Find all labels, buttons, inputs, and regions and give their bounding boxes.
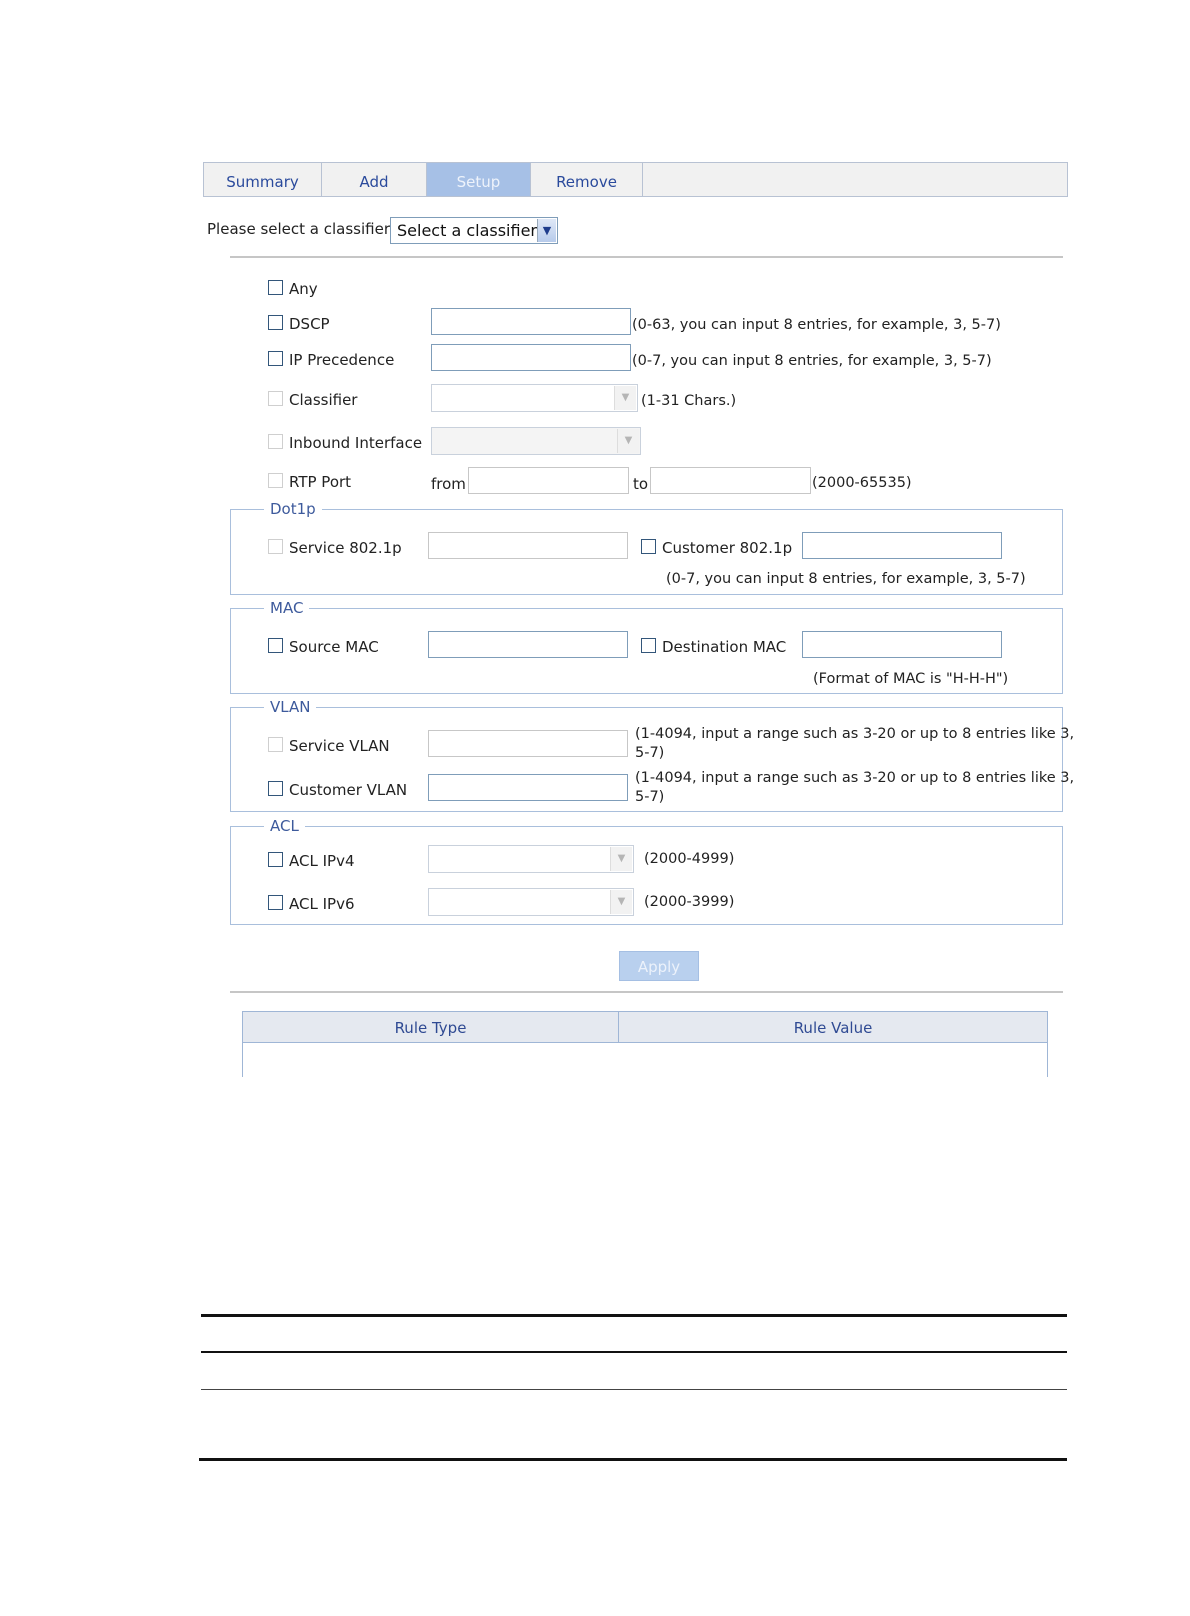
any-label: Any [289,280,318,298]
classifier-label: Classifier [289,391,358,409]
doc-table-top-rule [201,1314,1067,1317]
classifier-hint: (1-31 Chars.) [641,393,737,409]
doc-table-row-rule [201,1389,1067,1390]
rule-table-right-border [1047,1043,1048,1077]
divider-top [230,256,1063,258]
service-8021p-label: Service 802.1p [289,539,402,557]
any-checkbox[interactable] [268,280,283,295]
vlan-legend: VLAN [264,698,316,716]
doc-table-bottom-rule [199,1458,1067,1461]
acl-ipv4-hint: (2000-4999) [644,851,735,867]
tab-remove[interactable]: Remove [531,163,643,196]
doc-table-header-rule [201,1351,1067,1353]
source-mac-input[interactable] [428,631,628,658]
inbound-interface-select[interactable] [431,427,641,455]
service-vlan-input[interactable] [428,730,628,757]
mac-legend: MAC [264,599,309,617]
customer-8021p-label: Customer 802.1p [662,539,793,557]
dscp-hint: (0-63, you can input 8 entries, for example, 3, 5-7) [632,317,1001,333]
rtp-port-checkbox[interactable] [268,473,283,488]
customer-vlan-hint-line1: (1-4094, input a range such as 3-20 or up to 8 entries like 3, [635,770,1075,786]
customer-vlan-input[interactable] [428,774,628,801]
classifier-select-label: Please select a classifier [207,220,390,238]
tab-summary[interactable]: Summary [204,163,322,196]
inbound-interface-checkbox[interactable] [268,434,283,449]
classifier-select[interactable] [390,217,558,244]
rule-type-column-header: Rule Type [242,1011,619,1043]
customer-vlan-checkbox[interactable] [268,781,283,796]
divider-bottom [230,991,1063,993]
service-vlan-checkbox[interactable] [268,737,283,752]
service-vlan-label: Service VLAN [289,737,390,755]
chevron-down-icon[interactable]: ▼ [614,386,636,410]
dscp-checkbox[interactable] [268,315,283,330]
acl-ipv6-select[interactable] [428,888,634,916]
ip-precedence-checkbox[interactable] [268,351,283,366]
tab-add[interactable]: Add [322,163,427,196]
rtp-port-to-label: to [633,475,649,493]
chevron-down-icon[interactable]: ▼ [610,847,632,871]
apply-button[interactable]: Apply [619,951,699,981]
rtp-port-label: RTP Port [289,473,352,491]
acl-ipv4-select[interactable] [428,845,634,873]
ip-precedence-label: IP Precedence [289,351,395,369]
customer-vlan-hint-line2: 5-7) [635,789,665,805]
destination-mac-input[interactable] [802,631,1002,658]
dscp-label: DSCP [289,315,330,333]
source-mac-checkbox[interactable] [268,638,283,653]
classifier-checkbox[interactable] [268,391,283,406]
rtp-port-from-label: from [431,475,466,493]
customer-8021p-input[interactable] [802,532,1002,559]
acl-ipv6-label: ACL IPv6 [289,895,355,913]
customer-vlan-label: Customer VLAN [289,781,408,799]
destination-mac-label: Destination MAC [662,638,787,656]
chevron-down-icon[interactable]: ▼ [537,219,556,242]
tab-setup[interactable]: Setup [427,163,531,196]
rtp-port-to-input[interactable] [650,467,811,494]
rtp-port-hint: (2000-65535) [812,475,912,491]
destination-mac-checkbox[interactable] [641,638,656,653]
rtp-port-from-input[interactable] [468,467,629,494]
service-vlan-hint-line1: (1-4094, input a range such as 3-20 or up to 8 entries like 3, [635,726,1075,742]
ip-precedence-input[interactable] [431,344,631,371]
ip-precedence-hint: (0-7, you can input 8 entries, for example, 3, 5-7) [632,353,992,369]
rule-table [242,1011,1048,1077]
inbound-interface-label: Inbound Interface [289,434,423,452]
classifier-rule-select[interactable] [431,384,638,412]
customer-8021p-checkbox[interactable] [641,539,656,554]
rule-table-left-border [242,1043,243,1077]
source-mac-label: Source MAC [289,638,379,656]
dot1p-legend: Dot1p [264,500,322,518]
service-8021p-input[interactable] [428,532,628,559]
acl-ipv4-checkbox[interactable] [268,852,283,867]
acl-legend: ACL [264,817,305,835]
acl-ipv6-checkbox[interactable] [268,895,283,910]
acl-fieldset [230,826,1063,925]
rule-value-column-header: Rule Value [618,1011,1048,1043]
tab-bar [203,162,1068,197]
dot1p-hint: (0-7, you can input 8 entries, for example, 3, 5-7) [666,571,1026,587]
service-vlan-hint-line2: 5-7) [635,745,665,761]
acl-ipv4-label: ACL IPv4 [289,852,355,870]
dscp-input[interactable] [431,308,631,335]
chevron-down-icon[interactable]: ▼ [617,429,639,453]
classifier-select-value: Select a classifier [397,221,537,240]
chevron-down-icon[interactable]: ▼ [610,890,632,914]
acl-ipv6-hint: (2000-3999) [644,894,735,910]
service-8021p-checkbox[interactable] [268,539,283,554]
mac-hint: (Format of MAC is "H-H-H") [813,671,1009,687]
